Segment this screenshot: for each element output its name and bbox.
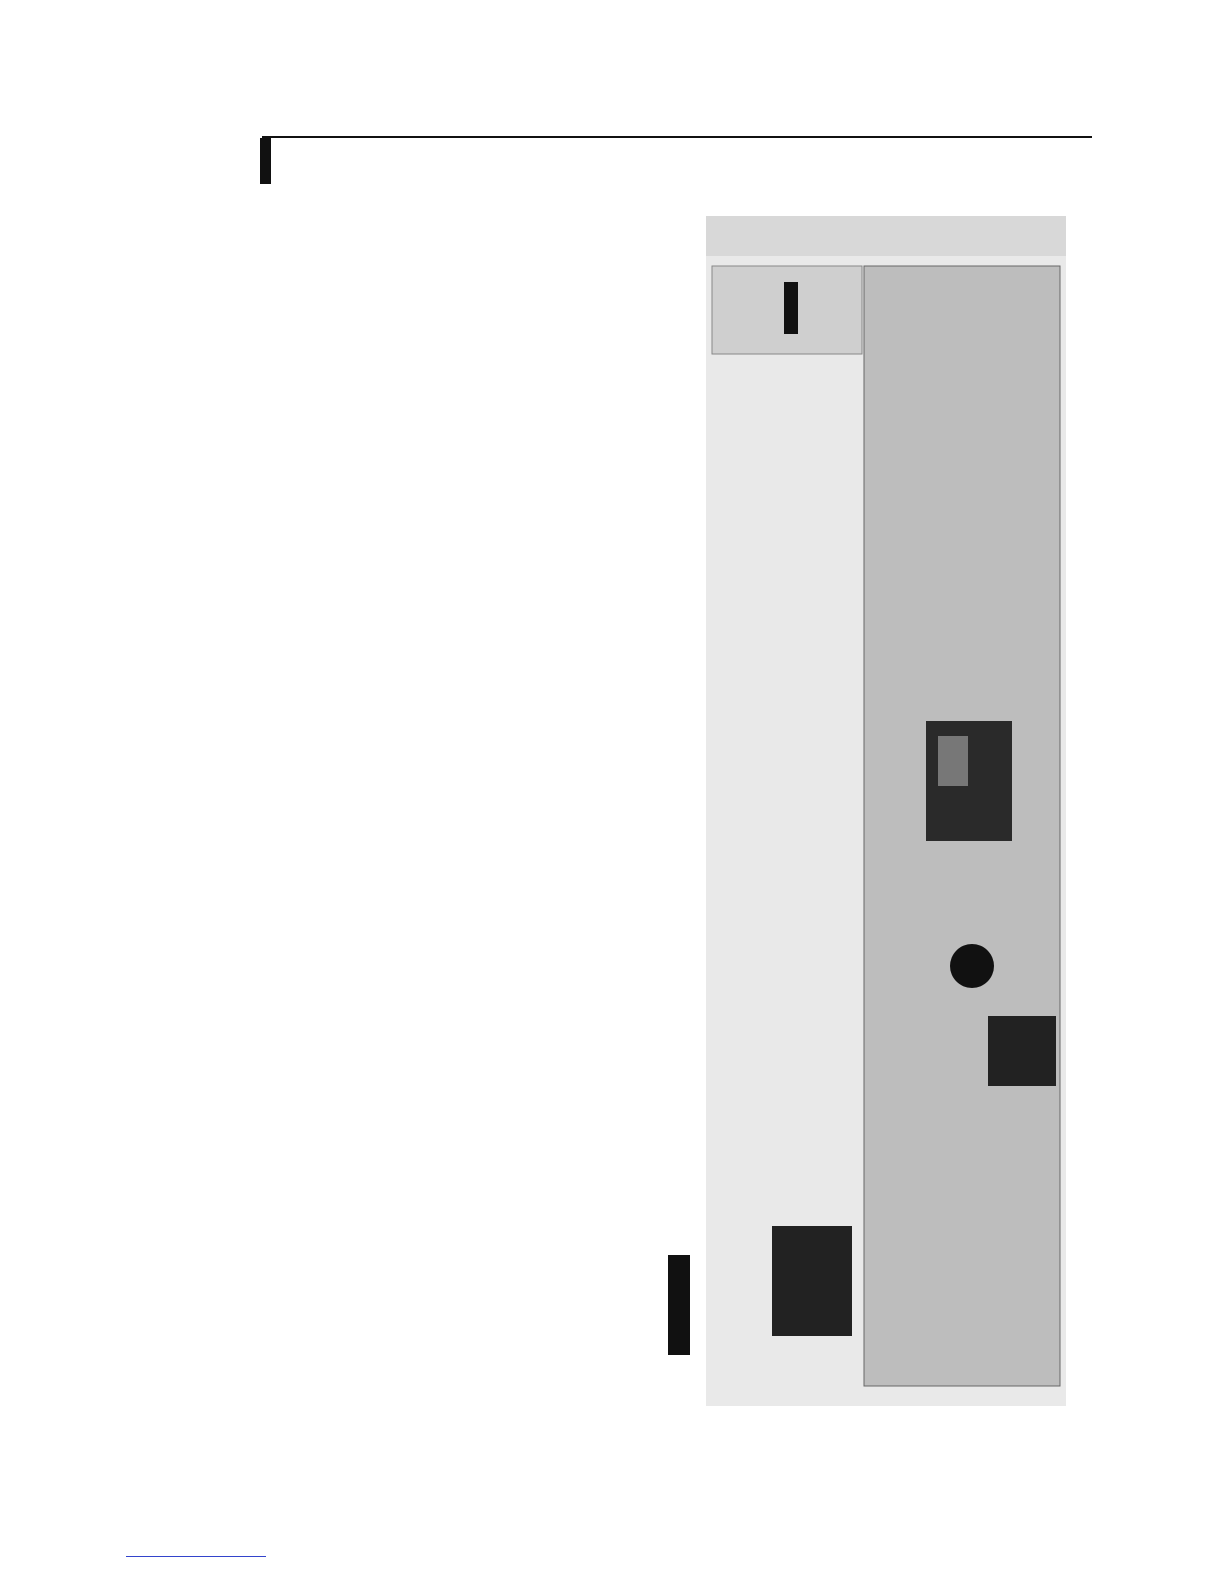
header-rule: [262, 136, 1092, 138]
title-marker: [260, 138, 271, 184]
side-tab: [668, 1255, 690, 1355]
footer-rule: [126, 1556, 266, 1557]
keyboard-panel-illustration: [706, 216, 1066, 1406]
